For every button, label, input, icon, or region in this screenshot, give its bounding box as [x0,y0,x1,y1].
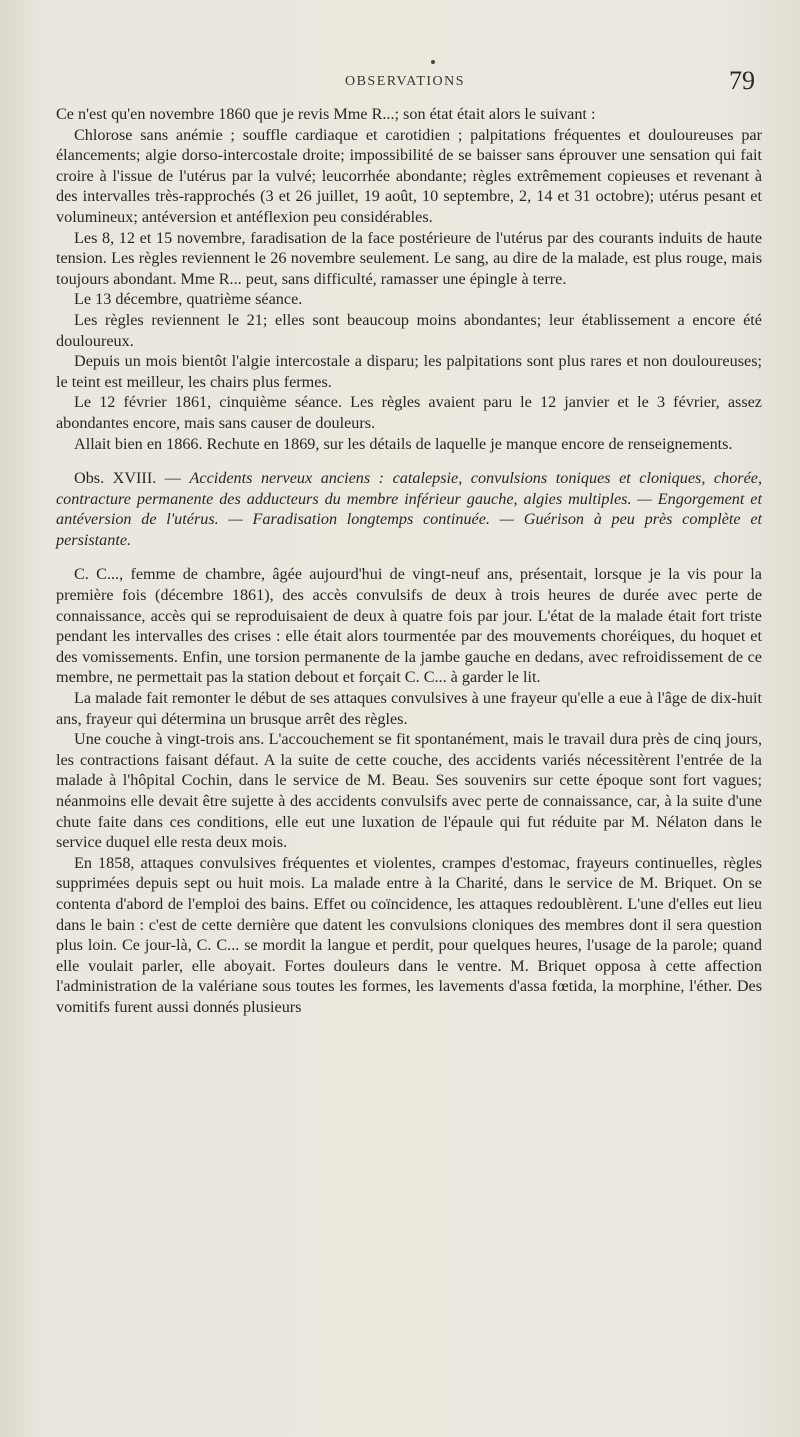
paragraph: Une couche à vingt-trois ans. L'accouchement se fit spontanément, mais le travail dura près de cinq jours, les contractions faisant défaut. A la suite de cette couche, des accidents variés nécessitèrent l'entrée de la malade à l'hôpital Cochin, dans le service de M. Beau. Ses souvenirs sur cette époque sont fort vagues; néanmoins elle devait être sujette à des accidents convulsifs avec perte de connaissance, car, à la suite d'une chute faite dans ces conditions, elle eut une luxation de l'épaule qui fut réduite par M. Nélaton dans le service duquel elle resta deux mois. [56,730,762,852]
paragraph: Allait bien en 1866. Rechute en 1869, sur les détails de laquelle je manque encore de renseignements. [74,434,733,453]
paragraph: Ce n'est qu'en novembre 1860 que je revis Mme R...; son état était alors le suivant : [56,105,596,123]
paragraph: Le 13 décembre, quatrième séance. [74,290,303,309]
ornament-dot [431,60,435,64]
page-number: 79 [729,66,755,95]
observation-title: Accidents nerveux anciens : catalepsie, convulsions toniques et cloniques, chorée, contracture permanente des adducteurs du membre inférieur gauche, algies multiples. — Engorgement et antéversion de l'utérus. — Faradisation longtemps continuée. — Guérison à peu près complète et persistante. [56,469,763,549]
paragraph: En 1858, attaques convulsives fréquentes et violentes, crampes d'estomac, frayeurs continuelles, règles supprimées depuis sept ou huit mois. La malade entre à la Charité, dans le service de M. Briquet. On se contenta d'abord de l'emploi des bains. Effet ou coïncidence, les attaques redoublèrent. L'une d'elles eut lieu dans le bain : c'est de cette dernière que datent les convulsions cloniques des membres dont il sera question plus loin. Ce jour-là, C. C... se mordit la langue et perdit, pour quelques heures, l'usage de la parole; quand elle voulait parler, elle aboyait. Fortes douleurs dans le ventre. M. Briquet opposa à cette affection l'administration de la valériane sous toutes les formes, les lavements d'assa fœtida, la morphine, l'éther. Des vomitifs furent aussi donnés plusieurs [56,853,762,1016]
page-header [55,60,755,96]
paragraph: Le 12 février 1861, cinquième séance. Les règles avaient paru le 12 janvier et le 3 février, assez abondantes encore, mais sans causer de douleurs. [56,393,762,432]
observation-heading [56,468,762,550]
paragraph: Les 8, 12 et 15 novembre, faradisation de la face postérieure de l'utérus par des courants induits de haute tension. Les règles reviennent le 26 novembre seulement. Le sang, au dire de la malade, est plus rouge, mais toujours abondant. Mme R... peut, sans difficulté, ramasser une épingle à terre. [56,228,762,288]
paragraph: La malade fait remonter le début de ses attaques convulsives à une frayeur qu'elle a eue à l'âge de dix-huit ans, frayeur qui détermina un brusque arrêt des règles. [56,689,762,728]
paragraph: Depuis un mois bientôt l'algie intercostale a disparu; les palpitations sont plus rares et non douloureuses; le teint est meilleur, les chairs plus fermes. [56,352,762,391]
paragraph: Chlorose sans anémie ; souffle cardiaque et carotidien ; palpitations fréquentes et douloureuses par élancements; algie dorso-intercostale droite; impossibilité de se baisser sans éprouver une sensation qui fait croire à l'issue de l'utérus par la vulvé; leucorrhée abondante; règles extrêmement copieuses et revenant à des intervalles très-rapprochés (3 et 26 juillet, 19 août, 10 septembre, 2, 14 et 31 octobre); utérus pesant et volumineux; antéversion et antéflexion peu considérables. [56,125,762,226]
running-head: OBSERVATIONS [344,74,466,89]
observation-label: Obs. XVIII. — [74,469,181,488]
page-body [56,104,762,1018]
paragraph: Les règles reviennent le 21; elles sont beaucoup moins abondantes; leur établissement a encore été douloureux. [56,310,762,350]
paragraph: C. C..., femme de chambre, âgée aujourd'hui de vingt-neuf ans, présentait, lorsque je la vis pour la première fois (décembre 1861), des accès convulsifs de deux à trois heures de durée avec perte de connaissance, accès qui se reproduisaient de deux à quatre fois par jour. L'état de la malade était fort triste pendant les intervalles des crises : elle était alors tourmentée par des mouvements choréiques, du hoquet et des vomissements. Enfin, une torsion permanente de la jambe gauche en dedans, avec refroidissement de ce membre, ne permettait pas la station debout et forçait C. C... à garder le lit. [56,565,762,687]
